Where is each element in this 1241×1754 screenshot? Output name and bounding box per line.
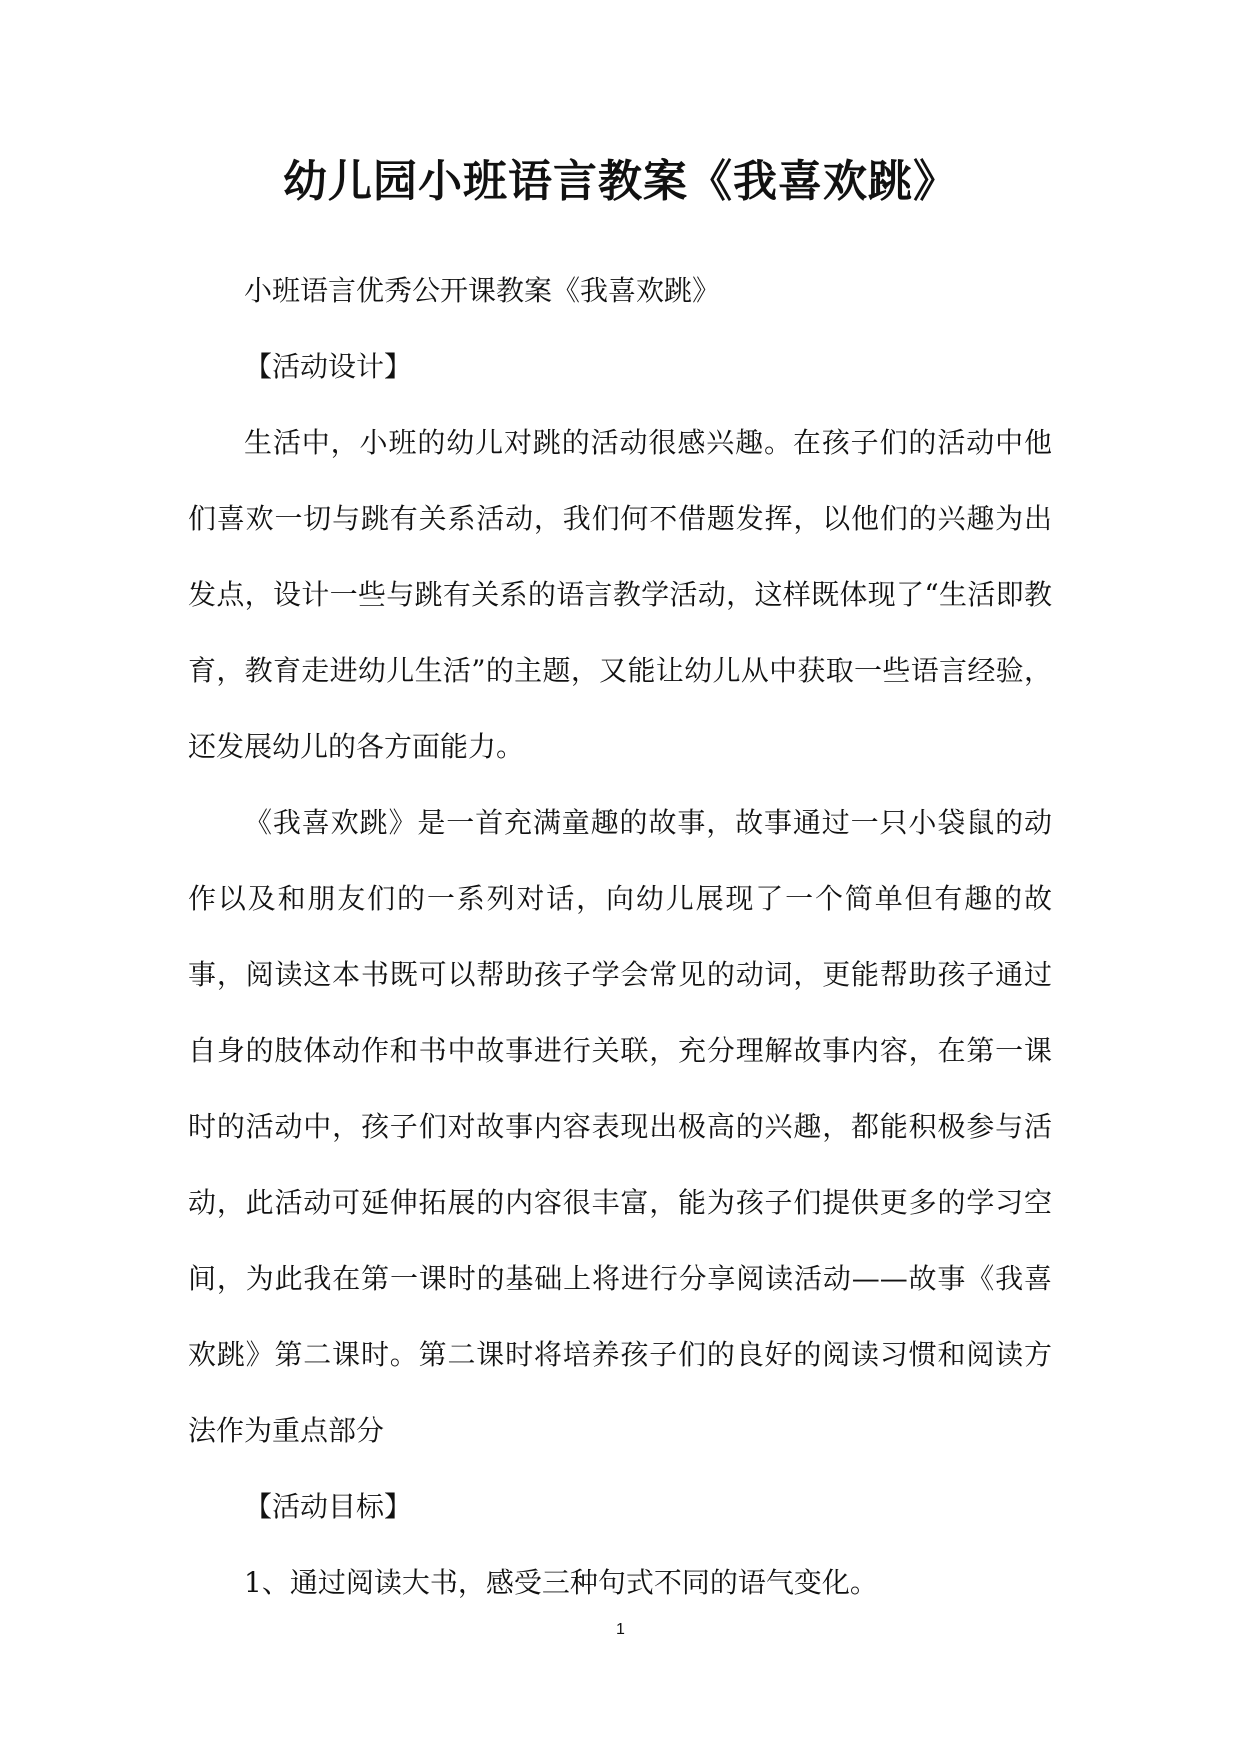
section-heading-goals: 【活动目标】 [244,1490,413,1523]
document-subtitle: 小班语言优秀公开课教案《我喜欢跳》 [244,274,721,307]
paragraph-design-2: 《我喜欢跳》是一首充满童趣的故事，故事通过一只小袋鼠的动作以及和朋友们的一系列对话，向幼儿展现了一个简单但有趣的故事，阅读这本书既可以帮助孩子学会常见的动词，更能帮助孩子通过自身的肢体动作和书中故事进行关联，充分理解故事内容，在第一课时的活动中，孩子们对故事内容表现出极高的兴趣，都能积极参与活动，此活动可延伸拓展的内容很丰富，能为孩子们提供更多的学习空间，为此我在第一课时的基础上将进行分享阅读活动——故事《我喜欢跳》第二课时。第二课时将培养孩子们的良好的阅读习惯和阅读方法作为重点部分 [188,806,1052,1447]
document-title: 幼儿园小班语言教案《我喜欢跳》 [283,156,958,207]
goal-item-1: 1、通过阅读大书，感受三种句式不同的语气变化。 [244,1566,878,1599]
page-number: 1 [616,1621,625,1638]
section-heading-design: 【活动设计】 [244,350,413,383]
document-body [188,253,1052,1621]
paragraph-design-1: 生活中，小班的幼儿对跳的活动很感兴趣。在孩子们的活动中他们喜欢一切与跳有关系活动，我们何不借题发挥，以他们的兴趣为出发点，设计一些与跳有关系的语言教学活动，这样既体现了“生活即教育，教育走进幼儿生活”的主题，又能让幼儿从中获取一些语言经验，还发展幼儿的各方面能力。 [188,426,1052,763]
